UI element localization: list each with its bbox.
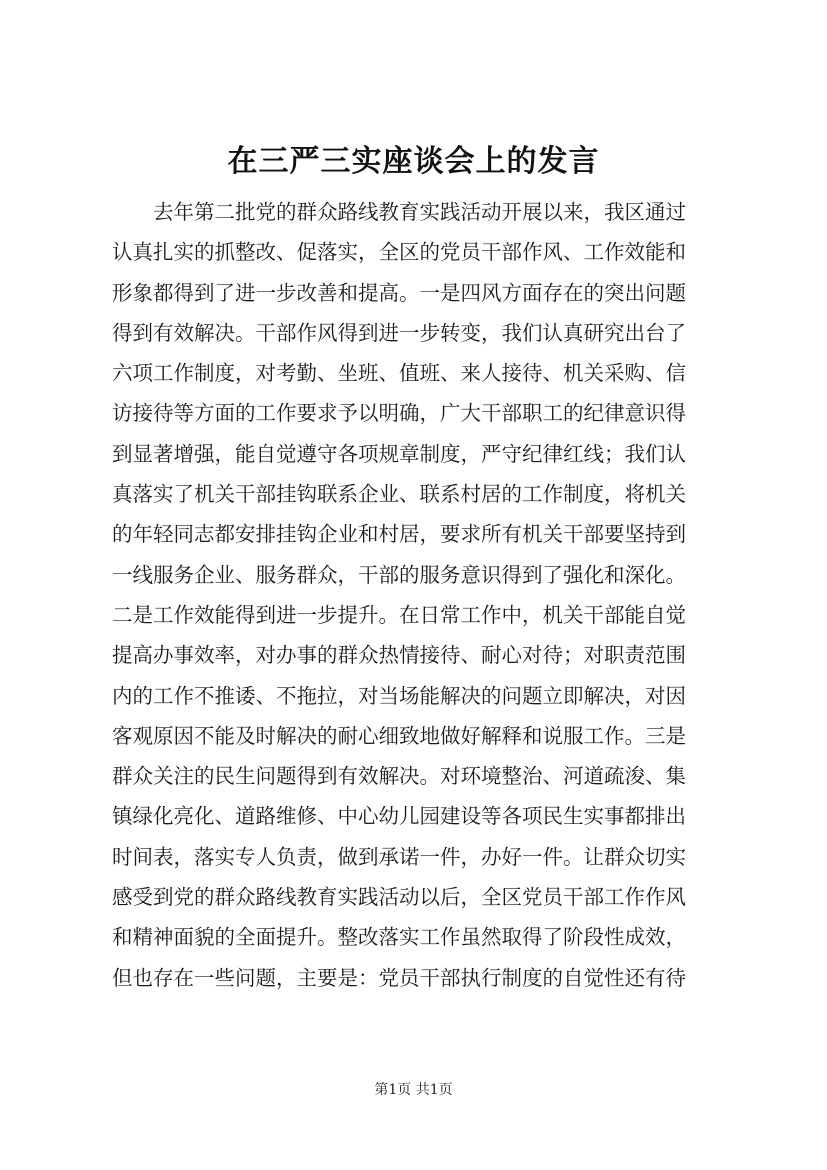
body-line-15: 群众关注的民生问题得到有效解决。对环境整治、河道疏浚、集 bbox=[112, 764, 686, 789]
body-line-19: 和精神面貌的全面提升。整改落实工作虽然取得了阶段性成效， bbox=[112, 925, 686, 950]
body-line-12: 提高办事效率，对办事的群众热情接待、耐心对待；对职责范围 bbox=[112, 643, 686, 668]
page-footer: 第1页 共1页 bbox=[374, 1082, 453, 1098]
document-title: 在三严三实座谈会上的发言 bbox=[227, 144, 600, 179]
body-line-11: 二是工作效能得到进一步提升。在日常工作中，机关干部能自觉 bbox=[112, 602, 686, 627]
body-line-14: 客观原因不能及时解决的耐心细致地做好解释和说服工作。三是 bbox=[112, 723, 686, 748]
body-line-17: 时间表，落实专人负责，做到承诺一件，办好一件。让群众切实 bbox=[112, 844, 686, 869]
body-line-8: 真落实了机关干部挂钩联系企业、联系村居的工作制度，将机关 bbox=[112, 482, 686, 507]
body-line-18: 感受到党的群众路线教育实践活动以后，全区党员干部工作作风 bbox=[112, 885, 686, 910]
body-line-4: 得到有效解决。干部作风得到进一步转变，我们认真研究出台了 bbox=[112, 320, 686, 345]
body-line-16: 镇绿化亮化、道路维修、中心幼儿园建设等各项民生实事都排出 bbox=[112, 804, 686, 829]
body-line-13: 内的工作不推诿、不拖拉，对当场能解决的问题立即解决，对因 bbox=[112, 683, 686, 708]
body-line-6: 访接待等方面的工作要求予以明确，广大干部职工的纪律意识得 bbox=[112, 401, 686, 426]
body-line-2: 认真扎实的抓整改、促落实，全区的党员干部作风、工作效能和 bbox=[112, 240, 686, 265]
body-line-10: 一线服务企业、服务群众，干部的服务意识得到了强化和深化。 bbox=[112, 562, 686, 587]
body-line-5: 六项工作制度，对考勤、坐班、值班、来人接待、机关采购、信 bbox=[112, 361, 686, 386]
body-line-20: 但也存在一些问题，主要是：党员干部执行制度的自觉性还有待 bbox=[112, 965, 686, 990]
body-line-3: 形象都得到了进一步改善和提高。一是四风方面存在的突出问题 bbox=[112, 280, 686, 305]
body-line-1: 去年第二批党的群众路线教育实践活动开展以来，我区通过 bbox=[153, 200, 686, 224]
body-line-7: 到显著增强，能自觉遵守各项规章制度，严守纪律红线；我们认 bbox=[112, 441, 686, 466]
document-body bbox=[112, 192, 752, 998]
body-line-9: 的年轻同志都安排挂钩企业和村居，要求所有机关干部要坚持到 bbox=[112, 522, 686, 547]
